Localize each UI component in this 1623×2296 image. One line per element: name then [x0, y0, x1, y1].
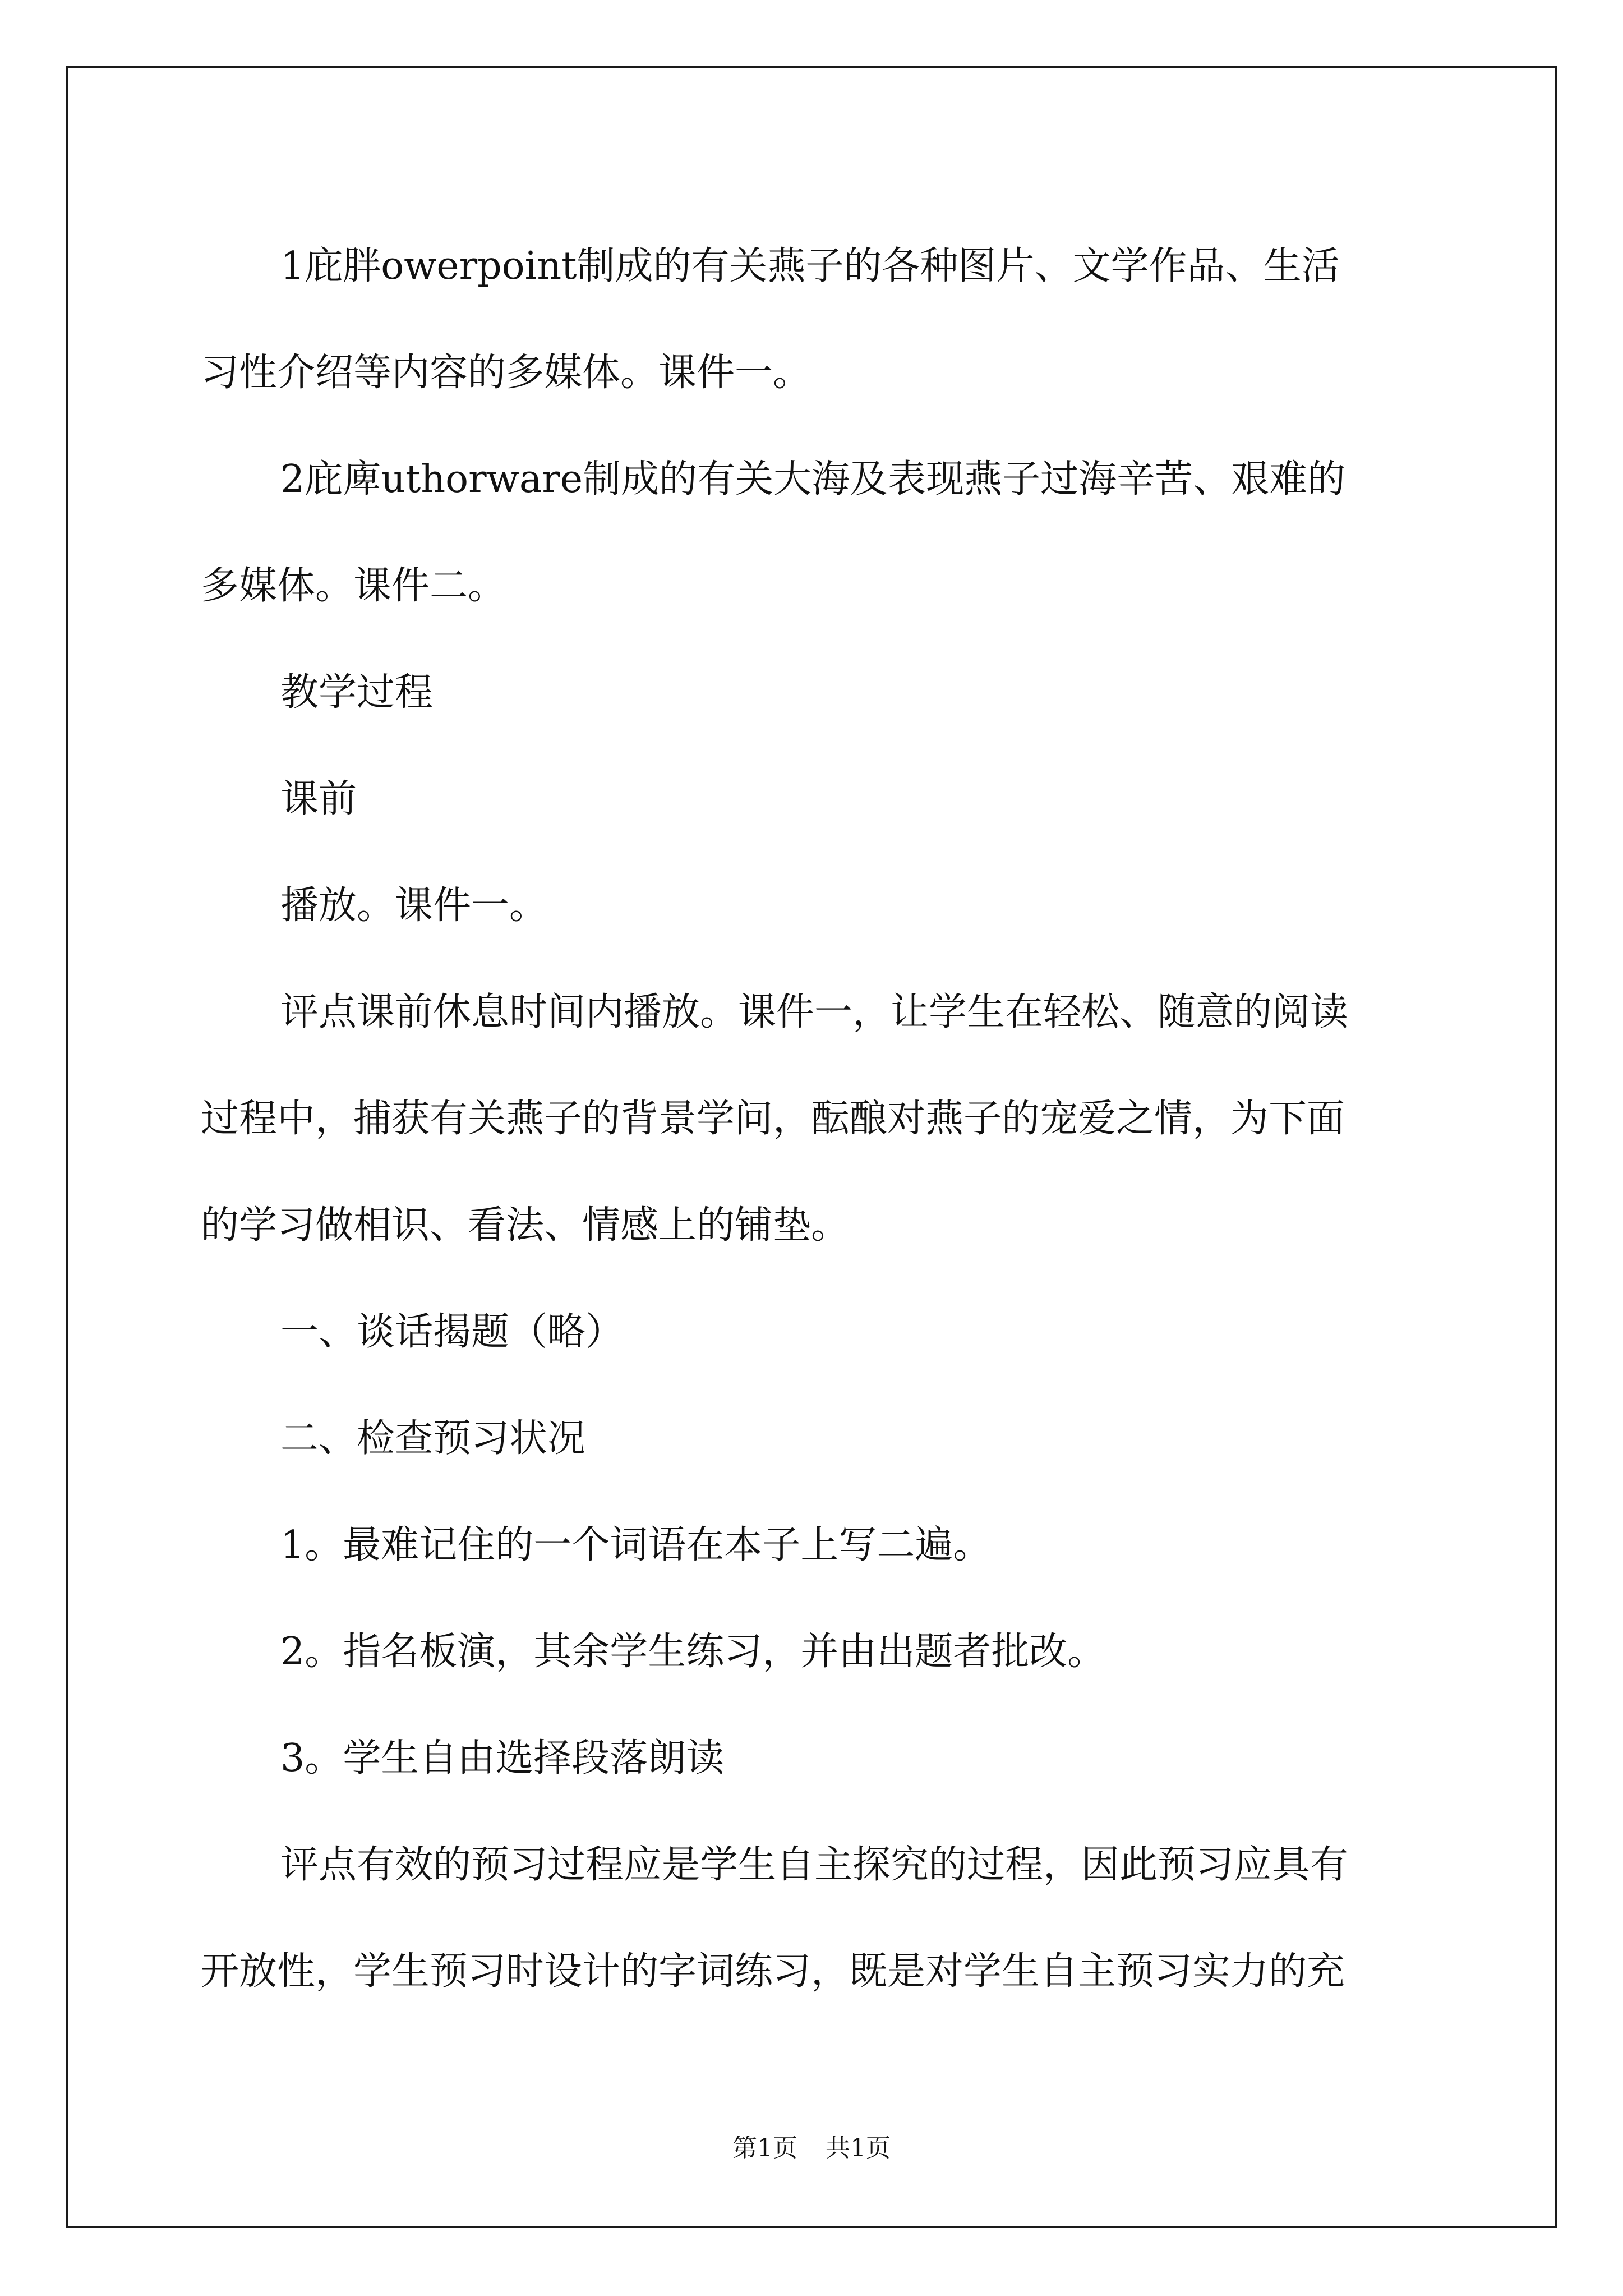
- section-heading-check-preview: 二、检查预习状况: [280, 1416, 586, 1461]
- paragraph-line-2: 习性介绍等内容的多媒体。课件一。: [201, 351, 811, 395]
- paragraph-line-4: 多媒体。课件二。: [201, 564, 506, 608]
- section-heading-before-class: 课前: [280, 777, 357, 821]
- page-total: 共1页: [826, 2134, 891, 2162]
- page-footer: [0, 2132, 1623, 2165]
- paragraph-line-10: 的学习做相识、看法、情感上的铺垫。: [201, 1203, 850, 1248]
- paragraph-line-9: 过程中，捕获有关燕子的背景学问，酝酿对燕子的宠爱之情，为下面: [201, 1097, 1345, 1141]
- paragraph-line-7: 播放。课件一。: [280, 884, 548, 928]
- list-item-2: 2。指名板演，其余学生练习，并由出题者批改。: [280, 1630, 1106, 1674]
- list-item-1: 1。最难记住的一个词语在本子上写二遍。: [280, 1523, 992, 1567]
- page-number: 第1页: [732, 2134, 797, 2162]
- paragraph-line-1: 1庇胖owerpoint制成的有关燕子的各种图片、文学作品、生活: [280, 244, 1340, 288]
- paragraph-line-17: 开放性，学生预习时设计的字词练习，既是对学生自主预习实力的充: [201, 1949, 1345, 1994]
- list-item-3: 3。学生自由选择段落朗读: [280, 1736, 725, 1780]
- paragraph-line-8: 评点课前休息时间内播放。课件一，让学生在轻松、随意的阅读: [280, 990, 1349, 1034]
- section-heading-teaching-process: 教学过程: [280, 670, 434, 715]
- paragraph-line-3: 2庇庳uthorware制成的有关大海及表现燕子过海辛苦、艰难的: [280, 457, 1346, 501]
- document-body: [201, 213, 1435, 2025]
- section-heading-intro: 一、谈话揭题（略）: [280, 1310, 624, 1354]
- paragraph-line-16: 评点有效的预习过程应是学生自主探究的过程，因此预习应具有: [280, 1843, 1349, 1887]
